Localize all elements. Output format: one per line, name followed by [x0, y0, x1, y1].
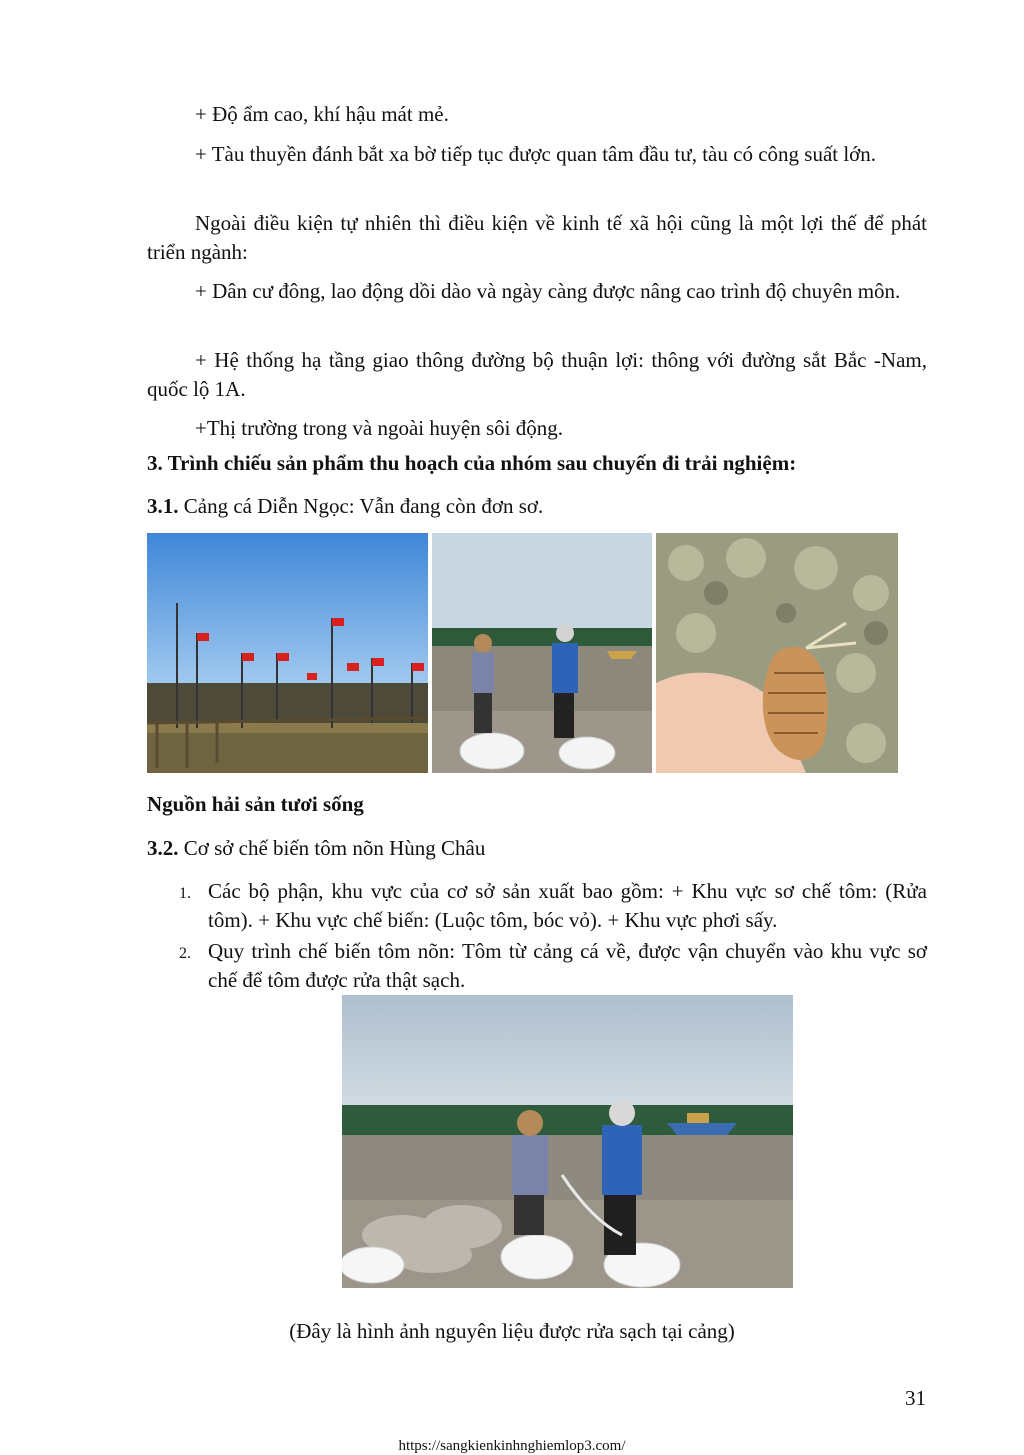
- list-item-text: Quy trình chế biến tôm nõn: Tôm từ cảng cá về, được vận chuyển vào khu vực sơ chế để tôm được rửa thật sạch.: [208, 939, 927, 992]
- section-3-1-text: Cảng cá Diễn Ngọc: Vẫn đang còn đơn sơ.: [178, 494, 544, 518]
- seafood-caption: Nguồn hải sản tươi sống: [147, 792, 364, 816]
- section-3-1: [147, 492, 927, 521]
- workers-port-photo: [342, 995, 793, 1288]
- section-3-2: [147, 834, 927, 863]
- list-item: [147, 937, 927, 995]
- paragraph-humidity: + Độ ẩm cao, khí hậu mát mẻ.: [195, 102, 449, 126]
- paragraph-market: +Thị trường trong và ngoài huyện sôi động.: [195, 416, 563, 440]
- footer-url[interactable]: https://sangkienkinhnghiemlop3.com/: [398, 1438, 626, 1454]
- paragraph-boats: + Tàu thuyền đánh bắt xa bờ tiếp tục được quan tâm đầu tư, tàu có công suất lớn.: [195, 142, 877, 166]
- list-item: [147, 877, 927, 935]
- page-number: 31: [905, 1386, 926, 1410]
- list-item-text: Các bộ phận, khu vực của cơ sở sản xuất bao gồm: + Khu vực sơ chế tôm: (Rửa tôm). + Khu vực chế biến: (Luộc tôm, bóc vỏ). + Khu vực phơi sấy.: [208, 879, 927, 932]
- paragraph-socioeconomic: Ngoài điều kiện tự nhiên thì điều kiện về kinh tế xã hội cũng là một lợi thế để phát triển ngành:: [147, 211, 927, 264]
- section-3-1-number: 3.1.: [147, 494, 179, 518]
- list-item-number: 2.: [179, 945, 191, 962]
- section-3-heading: 3. Trình chiếu sản phẩm thu hoạch của nhóm sau chuyến đi trải nghiệm:: [147, 451, 797, 475]
- mantis-shrimp-photo: [656, 533, 898, 773]
- photo-caption: (Đây là hình ảnh nguyên liệu được rửa sạch tại cảng): [289, 1319, 735, 1343]
- section-3-2-number: 3.2.: [147, 836, 179, 860]
- workers-small-photo: [432, 533, 652, 773]
- section-3-2-text: Cơ sở chế biến tôm nõn Hùng Châu: [178, 836, 486, 860]
- paragraph-population: + Dân cư đông, lao động dồi dào và ngày càng được nâng cao trình độ chuyên môn.: [195, 279, 901, 303]
- paragraph-infrastructure: + Hệ thống hạ tầng giao thông đường bộ thuận lợi: thông với đường sắt Bắc -Nam, quốc lộ 1A.: [147, 348, 927, 401]
- list-item-number: 1.: [179, 885, 191, 902]
- port-flags-photo: [147, 533, 428, 773]
